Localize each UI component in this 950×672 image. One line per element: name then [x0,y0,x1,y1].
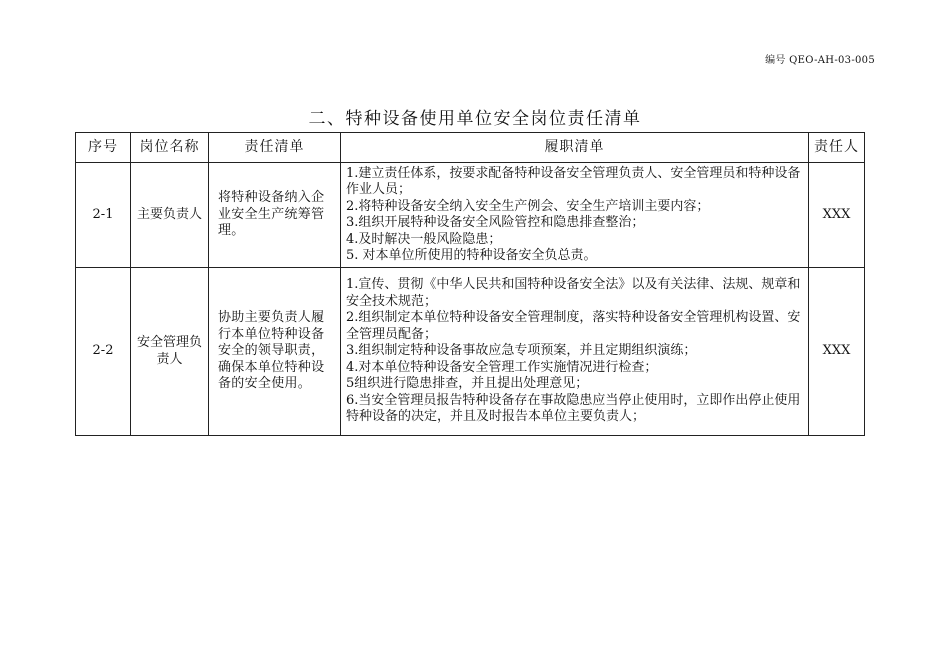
responsibility-table [75,132,865,436]
header-duties: 履职清单 [341,133,809,163]
duty-list [341,268,809,436]
document-number: 编号 QEO-AH-03-005 [765,55,875,66]
duty-item: 6.当安全管理员报告特种设备存在事故隐患应当停止使用时，立即作出停止使用特种设备的决定，并且及时报告本单位主要负责人； [346,392,801,425]
responsible-person: XXX [809,268,865,436]
position-name: 安全管理负责人 [131,268,209,436]
duty-item: 3.组织开展特种设备安全风险管控和隐患排查整治； [346,215,645,230]
duty-item: 5. 对本单位所使用的特种设备安全负总责。 [346,248,597,263]
responsible-person: XXX [809,163,865,268]
duty-item: 1.宣传、贯彻《中华人民共和国特种设备安全法》以及有关法律、法规、规章和安全技术规范； [346,277,801,309]
duty-item: 1.建立责任体系，按要求配备特种设备安全管理负责人、安全管理员和特种设备作业人员； [346,165,801,197]
duty-list [341,163,809,268]
responsibility-text: 将特种设备纳入企业安全生产统筹管理。 [209,163,341,268]
duty-item: 3.组织制定特种设备事故应急专项预案，并且定期组织演练； [346,343,697,359]
header-person: 责任人 [809,133,865,163]
position-name: 主要负责人 [131,163,209,268]
duty-item: 5组织进行隐患排查，并且提出处理意见； [346,376,589,392]
row-number: 2-1 [76,163,131,268]
responsibility-text: 协助主要负责人履行本单位特种设备安全的领导职责，确保本单位特种设备的安全使用。 [209,268,341,436]
duty-item: 2.将特种设备安全纳入安全生产例会、安全生产培训主要内容； [346,198,710,214]
header-no: 序号 [76,133,131,163]
header-responsibility: 责任清单 [209,133,341,163]
table-row [76,268,865,436]
duty-item: 4.及时解决一般风险隐患； [346,231,502,247]
table-header-row [76,133,865,163]
header-position: 岗位名称 [131,133,209,163]
duty-item: 4.对本单位特种设备安全管理工作实施情况进行检查； [346,359,658,375]
table-row [76,163,865,268]
page-title: 二、特种设备使用单位安全岗位责任清单 [308,109,642,129]
duty-item: 2.组织制定本单位特种设备安全管理制度，落实特种设备安全管理机构设置、安全管理员配备； [346,310,801,342]
row-number: 2-2 [76,268,131,436]
